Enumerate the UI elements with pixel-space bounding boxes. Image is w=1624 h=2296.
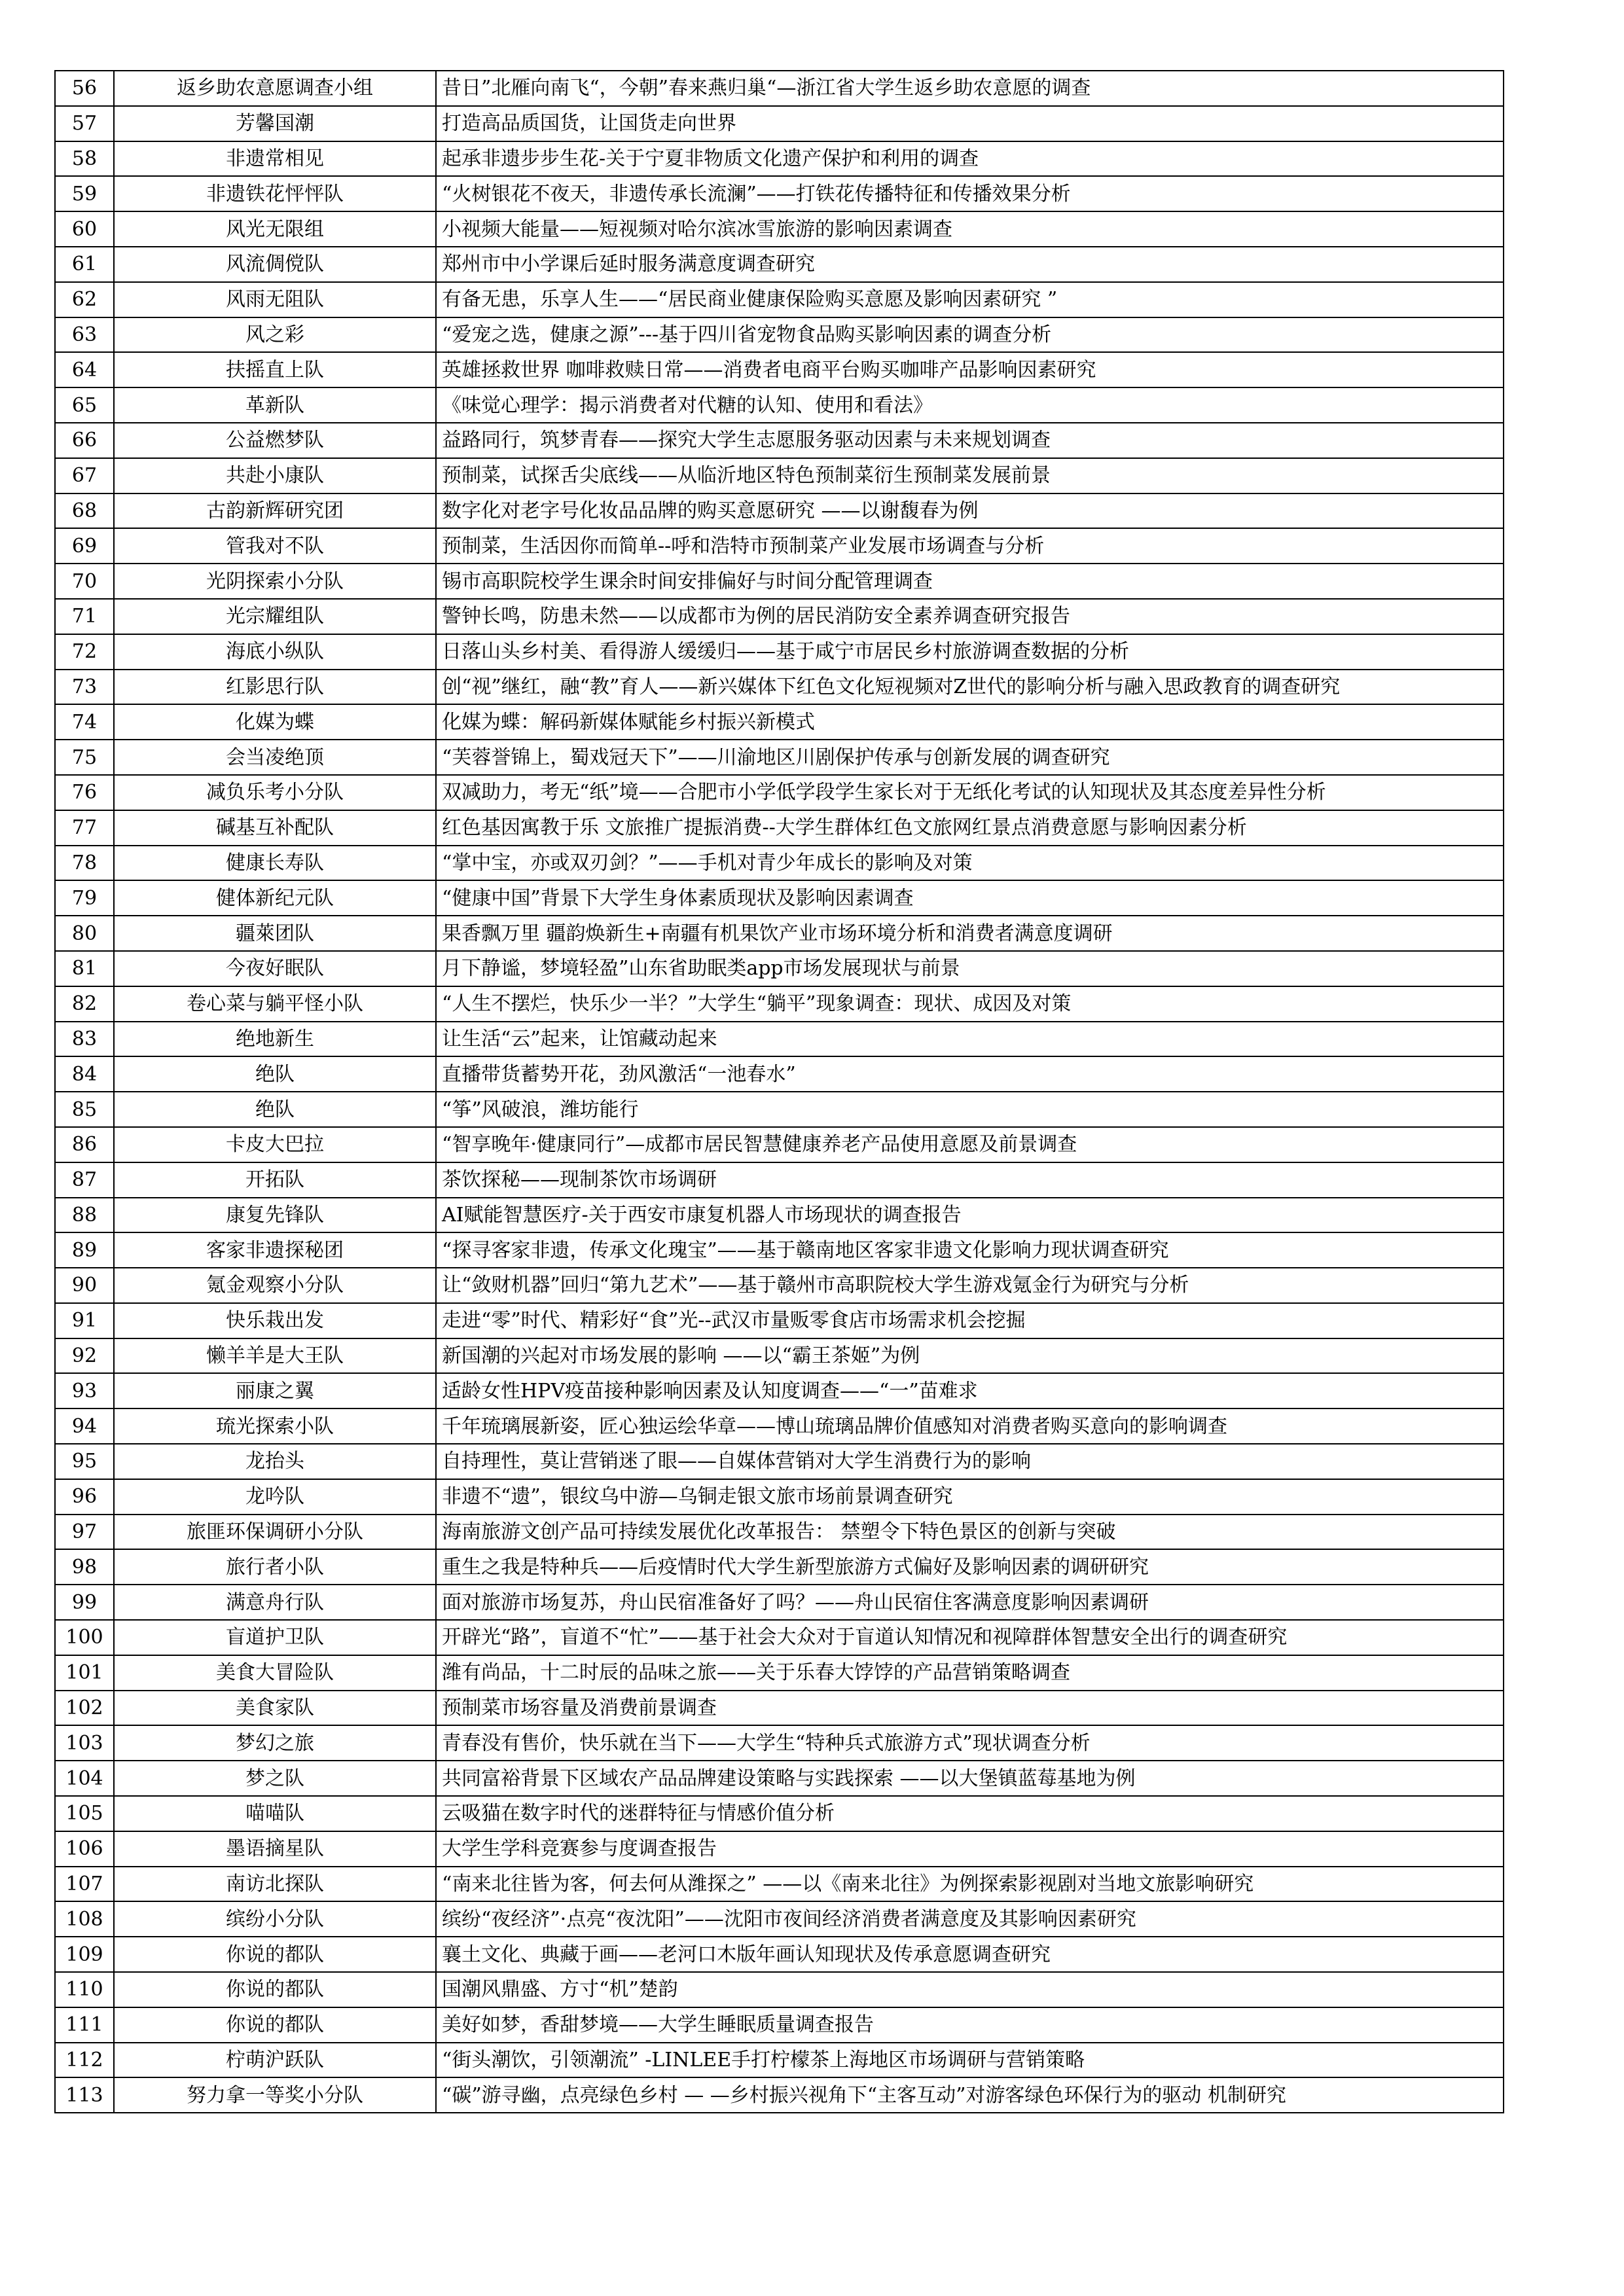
table-row xyxy=(55,916,1504,951)
project-title: 襄土文化、典藏于画——老河口木版年画认知现状及传承意愿调查研究 xyxy=(436,1937,1504,1972)
project-title: 月下静谧，梦境轻盈”山东省助眠类app市场发展现状与前景 xyxy=(436,951,1504,986)
project-title: 小视频大能量——短视频对哈尔滨冰雪旅游的影响因素调查 xyxy=(436,211,1504,247)
team-name: 你说的都队 xyxy=(114,1972,436,2007)
row-number: 64 xyxy=(55,352,114,387)
project-title: 直播带货蓄势开花，劲风激活“一池春水” xyxy=(436,1056,1504,1092)
project-title: “街头潮饮，引领潮流” -LINLEE手打柠檬茶上海地区市场调研与营销策略 xyxy=(436,2043,1504,2078)
table-row xyxy=(55,1901,1504,1937)
team-name: 梦之队 xyxy=(114,1761,436,1796)
team-name: 努力拿一等奖小分队 xyxy=(114,2077,436,2113)
project-title: 适龄女性HPV疫苗接种影响因素及认知度调查——“一”苗难求 xyxy=(436,1373,1504,1408)
project-title: 打造高品质国货，让国货走向世界 xyxy=(436,106,1504,141)
row-number: 110 xyxy=(55,1972,114,2007)
project-title: 面对旅游市场复苏，舟山民宿准备好了吗？——舟山民宿住客满意度影响因素调研 xyxy=(436,1585,1504,1620)
row-number: 80 xyxy=(55,916,114,951)
table-row xyxy=(55,1092,1504,1127)
table-row xyxy=(55,1691,1504,1726)
project-title: 大学生学科竞赛参与度调查报告 xyxy=(436,1831,1504,1867)
project-title: “智享晚年·健康同行”—成都市居民智慧健康养老产品使用意愿及前景调查 xyxy=(436,1127,1504,1162)
row-number: 91 xyxy=(55,1303,114,1338)
row-number: 107 xyxy=(55,1867,114,1902)
table-row xyxy=(55,1373,1504,1408)
row-number: 112 xyxy=(55,2043,114,2078)
table-row xyxy=(55,2007,1504,2043)
row-number: 79 xyxy=(55,880,114,916)
table-row xyxy=(55,1127,1504,1162)
table-row xyxy=(55,71,1504,106)
team-name: 绝队 xyxy=(114,1056,436,1092)
row-number: 89 xyxy=(55,1232,114,1268)
table-row xyxy=(55,528,1504,564)
table-row xyxy=(55,599,1504,634)
team-name: 梦幻之旅 xyxy=(114,1725,436,1761)
project-title: 警钟长鸣，防患未然——以成都市为例的居民消防安全素养调查研究报告 xyxy=(436,599,1504,634)
team-name: 风光无限组 xyxy=(114,211,436,247)
project-title: 果香飘万里 疆韵焕新生+南疆有机果饮产业市场环境分析和消费者满意度调研 xyxy=(436,916,1504,951)
project-title: 昔日”北雁向南飞“，今朝”春来燕归巢“—浙江省大学生返乡助农意愿的调查 xyxy=(436,71,1504,106)
team-name: 龙抬头 xyxy=(114,1444,436,1479)
project-title: 茶饮探秘——现制茶饮市场调研 xyxy=(436,1162,1504,1198)
row-number: 63 xyxy=(55,317,114,353)
team-name: 美食家队 xyxy=(114,1691,436,1726)
project-title: 潍有尚品，十二时辰的品味之旅——关于乐春大饽饽的产品营销策略调查 xyxy=(436,1655,1504,1691)
row-number: 77 xyxy=(55,810,114,846)
team-name: 共赴小康队 xyxy=(114,458,436,493)
table-row xyxy=(55,1937,1504,1972)
row-number: 99 xyxy=(55,1585,114,1620)
row-number: 75 xyxy=(55,740,114,775)
table-row xyxy=(55,176,1504,211)
table-row xyxy=(55,317,1504,353)
team-name: 海底小纵队 xyxy=(114,634,436,670)
project-title: 创“视”继红，融“教”育人——新兴媒体下红色文化短视频对Z世代的影响分析与融入思政教育的调查研究 xyxy=(436,670,1504,705)
team-name: 喵喵队 xyxy=(114,1796,436,1831)
team-name: 快乐栽出发 xyxy=(114,1303,436,1338)
table-row xyxy=(55,1655,1504,1691)
team-name: 琉光探索小队 xyxy=(114,1408,436,1444)
table-row xyxy=(55,247,1504,282)
row-number: 109 xyxy=(55,1937,114,1972)
table-row xyxy=(55,740,1504,775)
project-title: AI赋能智慧医疗-关于西安市康复机器人市场现状的调查报告 xyxy=(436,1198,1504,1233)
row-number: 106 xyxy=(55,1831,114,1867)
row-number: 57 xyxy=(55,106,114,141)
project-title: 双减助力，考无“纸”境——合肥市小学低学段学生家长对于无纸化考试的认知现状及其态度差异性分析 xyxy=(436,775,1504,810)
team-name: 今夜好眠队 xyxy=(114,951,436,986)
team-name: 红影思行队 xyxy=(114,670,436,705)
team-name: 康复先锋队 xyxy=(114,1198,436,1233)
table-row xyxy=(55,458,1504,493)
team-name: 客家非遗探秘团 xyxy=(114,1232,436,1268)
project-title: 共同富裕背景下区域农产品品牌建设策略与实践探索 ——以大堡镇蓝莓基地为例 xyxy=(436,1761,1504,1796)
team-name: 开拓队 xyxy=(114,1162,436,1198)
table-row xyxy=(55,141,1504,177)
team-name: 会当凌绝顶 xyxy=(114,740,436,775)
project-title: “探寻客家非遗，传承文化瑰宝”——基于赣南地区客家非遗文化影响力现状调查研究 xyxy=(436,1232,1504,1268)
project-title: 云吸猫在数字时代的迷群特征与情感价值分析 xyxy=(436,1796,1504,1831)
project-title: “爱宠之选，健康之源”---基于四川省宠物食品购买影响因素的调查分析 xyxy=(436,317,1504,353)
team-name: 芳馨国潮 xyxy=(114,106,436,141)
table-row xyxy=(55,352,1504,387)
table-row xyxy=(55,1408,1504,1444)
row-number: 72 xyxy=(55,634,114,670)
project-list-body xyxy=(55,71,1504,2113)
row-number: 96 xyxy=(55,1479,114,1515)
table-row xyxy=(55,1867,1504,1902)
project-title: “火树银花不夜天，非遗传承长流澜”——打铁花传播特征和传播效果分析 xyxy=(436,176,1504,211)
row-number: 94 xyxy=(55,1408,114,1444)
table-row xyxy=(55,1303,1504,1338)
team-name: 卡皮大巴拉 xyxy=(114,1127,436,1162)
team-name: 光宗耀组队 xyxy=(114,599,436,634)
project-title: “健康中国”背景下大学生身体素质现状及影响因素调查 xyxy=(436,880,1504,916)
table-row xyxy=(55,1725,1504,1761)
team-name: 墨语摘星队 xyxy=(114,1831,436,1867)
team-name: 古韵新辉研究团 xyxy=(114,493,436,529)
team-name: 缤纷小分队 xyxy=(114,1901,436,1937)
project-title: 走进“零”时代、精彩好“食”光--武汉市量贩零食店市场需求机会挖掘 xyxy=(436,1303,1504,1338)
team-name: 南访北探队 xyxy=(114,1867,436,1902)
row-number: 111 xyxy=(55,2007,114,2043)
row-number: 86 xyxy=(55,1127,114,1162)
row-number: 71 xyxy=(55,599,114,634)
row-number: 74 xyxy=(55,704,114,740)
row-number: 73 xyxy=(55,670,114,705)
team-name: 丽康之翼 xyxy=(114,1373,436,1408)
team-name: 非遗常相见 xyxy=(114,141,436,177)
project-title: 英雄拯救世界 咖啡救赎日常——消费者电商平台购买咖啡产品影响因素研究 xyxy=(436,352,1504,387)
row-number: 104 xyxy=(55,1761,114,1796)
project-title: “芙蓉誉锦上，蜀戏冠天下”——川渝地区川剧保护传承与创新发展的调查研究 xyxy=(436,740,1504,775)
project-title: 自持理性，莫让营销迷了眼——自媒体营销对大学生消费行为的影响 xyxy=(436,1444,1504,1479)
table-row xyxy=(55,1585,1504,1620)
table-row xyxy=(55,1761,1504,1796)
project-title: 美好如梦，香甜梦境——大学生睡眠质量调查报告 xyxy=(436,2007,1504,2043)
table-row xyxy=(55,564,1504,599)
row-number: 66 xyxy=(55,423,114,458)
table-row xyxy=(55,106,1504,141)
team-name: 卷心菜与躺平怪小队 xyxy=(114,986,436,1022)
team-name: 盲道护卫队 xyxy=(114,1620,436,1655)
team-name: 旅行者小队 xyxy=(114,1549,436,1585)
table-row xyxy=(55,986,1504,1022)
row-number: 100 xyxy=(55,1620,114,1655)
team-name: 公益燃梦队 xyxy=(114,423,436,458)
row-number: 70 xyxy=(55,564,114,599)
table-row xyxy=(55,1232,1504,1268)
table-row xyxy=(55,1022,1504,1057)
row-number: 90 xyxy=(55,1268,114,1303)
table-row xyxy=(55,634,1504,670)
row-number: 88 xyxy=(55,1198,114,1233)
table-row xyxy=(55,1831,1504,1867)
row-number: 97 xyxy=(55,1515,114,1550)
row-number: 62 xyxy=(55,282,114,317)
project-list-table xyxy=(54,70,1504,2113)
table-row xyxy=(55,704,1504,740)
row-number: 108 xyxy=(55,1901,114,1937)
row-number: 105 xyxy=(55,1796,114,1831)
table-row xyxy=(55,1549,1504,1585)
team-name: 绝队 xyxy=(114,1092,436,1127)
row-number: 103 xyxy=(55,1725,114,1761)
table-row xyxy=(55,1338,1504,1374)
project-title: 新国潮的兴起对市场发展的影响 ——以“霸王茶姬”为例 xyxy=(436,1338,1504,1374)
project-title: 千年琉璃展新姿，匠心独运绘华章——博山琉璃品牌价值感知对消费者购买意向的影响调查 xyxy=(436,1408,1504,1444)
table-row xyxy=(55,2043,1504,2078)
team-name: 化媒为蝶 xyxy=(114,704,436,740)
team-name: 减负乐考小分队 xyxy=(114,775,436,810)
team-name: 风雨无阻队 xyxy=(114,282,436,317)
project-title: “掌中宝，亦或双刃剑？”——手机对青少年成长的影响及对策 xyxy=(436,846,1504,881)
project-title: 预制菜，试探舌尖底线——从临沂地区特色预制菜衍生预制菜发展前景 xyxy=(436,458,1504,493)
row-number: 101 xyxy=(55,1655,114,1691)
table-row xyxy=(55,880,1504,916)
table-row xyxy=(55,1198,1504,1233)
team-name: 风之彩 xyxy=(114,317,436,353)
row-number: 58 xyxy=(55,141,114,177)
table-row xyxy=(55,1620,1504,1655)
team-name: 龙吟队 xyxy=(114,1479,436,1515)
table-row xyxy=(55,810,1504,846)
project-title: 让“敛财机器”回归“第九艺术”——基于赣州市高职院校大学生游戏氪金行为研究与分析 xyxy=(436,1268,1504,1303)
row-number: 56 xyxy=(55,71,114,106)
team-name: 返乡助农意愿调查小组 xyxy=(114,71,436,106)
project-title: “人生不摆烂，快乐少一半？”大学生“躺平”现象调查：现状、成因及对策 xyxy=(436,986,1504,1022)
project-title: 预制菜，生活因你而简单--呼和浩特市预制菜产业发展市场调查与分析 xyxy=(436,528,1504,564)
table-row xyxy=(55,282,1504,317)
row-number: 87 xyxy=(55,1162,114,1198)
row-number: 95 xyxy=(55,1444,114,1479)
table-row xyxy=(55,1479,1504,1515)
project-title: 红色基因寓教于乐 文旅推广提振消费--大学生群体红色文旅网红景点消费意愿与影响因素分析 xyxy=(436,810,1504,846)
team-name: 碱基互补配队 xyxy=(114,810,436,846)
project-title: 日落山头乡村美、看得游人缓缓归——基于咸宁市居民乡村旅游调查数据的分析 xyxy=(436,634,1504,670)
team-name: 健康长寿队 xyxy=(114,846,436,881)
team-name: 氪金观察小分队 xyxy=(114,1268,436,1303)
row-number: 83 xyxy=(55,1022,114,1057)
row-number: 76 xyxy=(55,775,114,810)
table-row xyxy=(55,1268,1504,1303)
team-name: 绝地新生 xyxy=(114,1022,436,1057)
team-name: 柠萌沪跃队 xyxy=(114,2043,436,2078)
row-number: 102 xyxy=(55,1691,114,1726)
table-row xyxy=(55,1972,1504,2007)
project-title: 郑州市中小学课后延时服务满意度调查研究 xyxy=(436,247,1504,282)
row-number: 78 xyxy=(55,846,114,881)
team-name: 风流倜傥队 xyxy=(114,247,436,282)
team-name: 满意舟行队 xyxy=(114,1585,436,1620)
table-row xyxy=(55,1162,1504,1198)
table-row xyxy=(55,775,1504,810)
table-row xyxy=(55,387,1504,423)
row-number: 113 xyxy=(55,2077,114,2113)
team-name: 懒羊羊是大王队 xyxy=(114,1338,436,1374)
project-title: 非遗不“遗”，银纹乌中游—乌铜走银文旅市场前景调查研究 xyxy=(436,1479,1504,1515)
team-name: 管我对不队 xyxy=(114,528,436,564)
project-title: 让生活“云”起来，让馆藏动起来 xyxy=(436,1022,1504,1057)
project-title: 锡市高职院校学生课余时间安排偏好与时间分配管理调查 xyxy=(436,564,1504,599)
project-title: 化媒为蝶：解码新媒体赋能乡村振兴新模式 xyxy=(436,704,1504,740)
row-number: 82 xyxy=(55,986,114,1022)
table-row xyxy=(55,211,1504,247)
team-name: 光阴探索小分队 xyxy=(114,564,436,599)
row-number: 92 xyxy=(55,1338,114,1374)
project-title: 海南旅游文创产品可持续发展优化改革报告： 禁塑令下特色景区的创新与突破 xyxy=(436,1515,1504,1550)
project-title: 青春没有售价，快乐就在当下——大学生“特种兵式旅游方式”现状调查分析 xyxy=(436,1725,1504,1761)
row-number: 59 xyxy=(55,176,114,211)
project-title: 数字化对老字号化妆品品牌的购买意愿研究 ——以谢馥春为例 xyxy=(436,493,1504,529)
row-number: 69 xyxy=(55,528,114,564)
table-row xyxy=(55,1056,1504,1092)
project-title: “筝”风破浪，潍坊能行 xyxy=(436,1092,1504,1127)
project-title: 国潮风鼎盛、方寸“机”楚韵 xyxy=(436,1972,1504,2007)
project-title: “南来北往皆为客，何去何从潍探之” ——以《南来北往》为例探索影视剧对当地文旅影响研究 xyxy=(436,1867,1504,1902)
table-row xyxy=(55,951,1504,986)
team-name: 美食大冒险队 xyxy=(114,1655,436,1691)
row-number: 65 xyxy=(55,387,114,423)
table-row xyxy=(55,1515,1504,1550)
row-number: 98 xyxy=(55,1549,114,1585)
row-number: 68 xyxy=(55,493,114,529)
table-row xyxy=(55,846,1504,881)
project-title: 预制菜市场容量及消费前景调查 xyxy=(436,1691,1504,1726)
table-row xyxy=(55,2077,1504,2113)
row-number: 67 xyxy=(55,458,114,493)
table-row xyxy=(55,1444,1504,1479)
table-row xyxy=(55,670,1504,705)
project-title: 开辟光“路”，盲道不“忙”——基于社会大众对于盲道认知情况和视障群体智慧安全出行的调查研究 xyxy=(436,1620,1504,1655)
team-name: 健体新纪元队 xyxy=(114,880,436,916)
row-number: 60 xyxy=(55,211,114,247)
project-title: “碳”游寻幽，点亮绿色乡村 — —乡村振兴视角下“主客互动”对游客绿色环保行为的驱动 机制研究 xyxy=(436,2077,1504,2113)
team-name: 你说的都队 xyxy=(114,1937,436,1972)
project-title: 《味觉心理学：揭示消费者对代糖的认知、使用和看法》 xyxy=(436,387,1504,423)
project-title: 起承非遗步步生花-关于宁夏非物质文化遗产保护和利用的调查 xyxy=(436,141,1504,177)
table-row xyxy=(55,423,1504,458)
team-name: 旅匪环保调研小分队 xyxy=(114,1515,436,1550)
project-title: 益路同行，筑梦青春——探究大学生志愿服务驱动因素与未来规划调查 xyxy=(436,423,1504,458)
table-row xyxy=(55,1796,1504,1831)
team-name: 革新队 xyxy=(114,387,436,423)
row-number: 85 xyxy=(55,1092,114,1127)
team-name: 扶摇直上队 xyxy=(114,352,436,387)
table-row xyxy=(55,493,1504,529)
project-title: 缤纷“夜经济”·点亮“夜沈阳”——沈阳市夜间经济消费者满意度及其影响因素研究 xyxy=(436,1901,1504,1937)
row-number: 84 xyxy=(55,1056,114,1092)
team-name: 非遗铁花怦怦队 xyxy=(114,176,436,211)
project-title: 重生之我是特种兵——后疫情时代大学生新型旅游方式偏好及影响因素的调研研究 xyxy=(436,1549,1504,1585)
row-number: 81 xyxy=(55,951,114,986)
team-name: 疆萊团队 xyxy=(114,916,436,951)
row-number: 93 xyxy=(55,1373,114,1408)
row-number: 61 xyxy=(55,247,114,282)
project-title: 有备无患，乐享人生——“居民商业健康保险购买意愿及影响因素研究 ” xyxy=(436,282,1504,317)
team-name: 你说的都队 xyxy=(114,2007,436,2043)
